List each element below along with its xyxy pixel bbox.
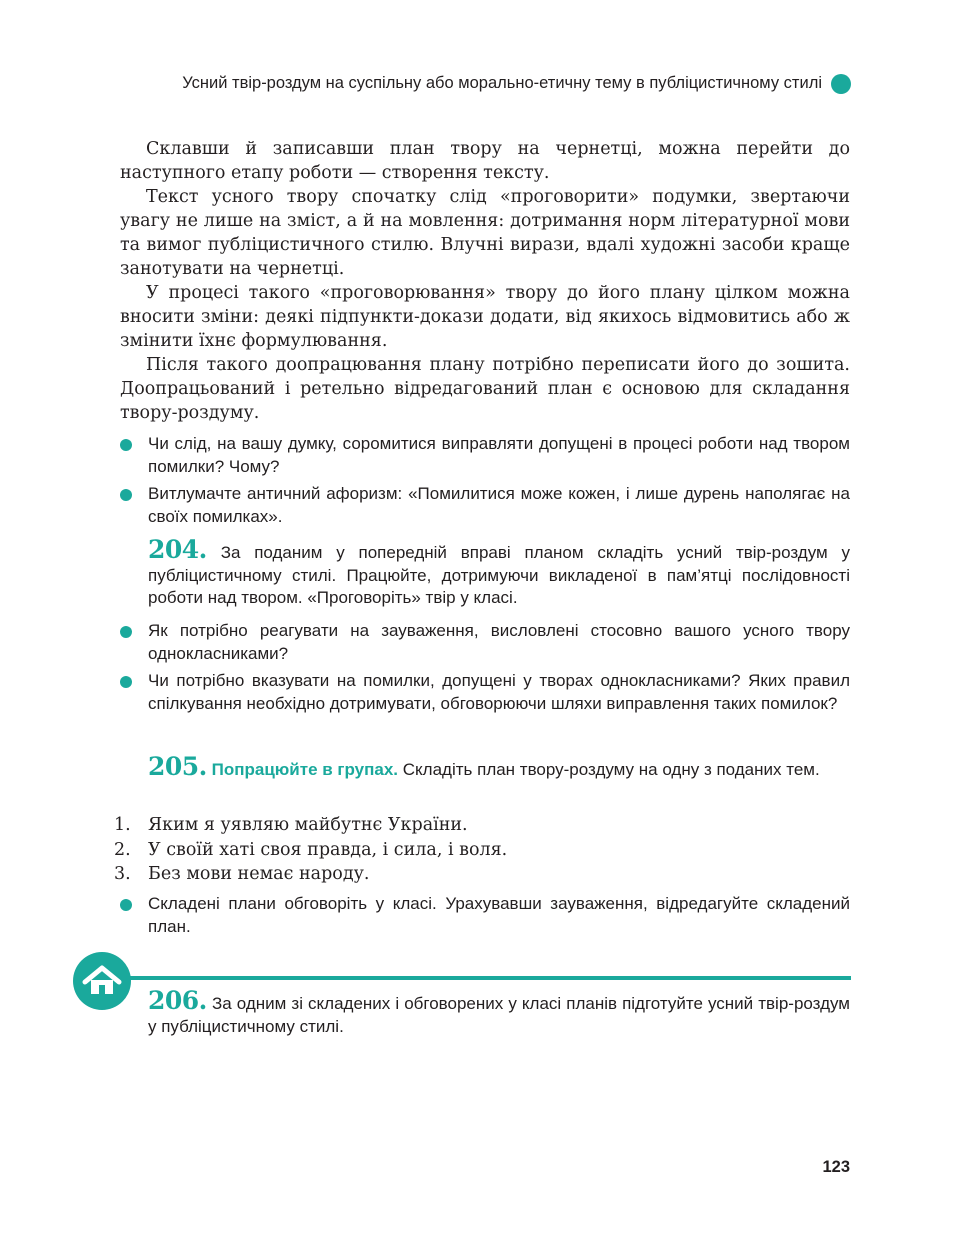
bullet-dot-icon <box>120 676 132 688</box>
home-icon <box>73 952 131 1010</box>
exercise-text: За одним зі складених і обговорених у класі планів підготуйте усний твір-роздум у публіцистичному стилі. <box>148 994 850 1036</box>
question-item <box>114 483 850 528</box>
bullet-dot-icon <box>120 439 132 451</box>
paragraph: Після такого доопрацювання плану потрібно переписати його до зошита. Доопрацьований і ретельно відредагований план є основою для складання твору-роздуму. <box>120 355 850 423</box>
question-item <box>114 670 850 715</box>
exercise-text: За поданим у попередній вправі планом складіть усний твір-роздум у публіцистичному стилі. Працюйте, дотримуючи викладеної в пам’ятці послідовності роботи над твором. «Проговоріть» твір у класі. <box>148 543 850 607</box>
list-text: Яким я уявляю майбутнє України. <box>148 815 468 835</box>
question-text: Складені плани обговоріть у класі. Урахувавши зауваження, відредагуйте складений план. <box>148 894 850 936</box>
list-number: 3. <box>114 864 131 884</box>
list-text: У своїй хаті своя правда, і сила, і воля. <box>148 839 508 860</box>
list-text: Без мови немає народу. <box>148 864 370 884</box>
exercise-number: 206. <box>148 986 207 1015</box>
exercise-number: 205. <box>148 752 207 781</box>
exercise-206 <box>148 986 850 1038</box>
list-item <box>114 813 850 838</box>
list-item <box>114 838 850 863</box>
bullet-dot-icon <box>120 626 132 638</box>
question-text: Чи слід, на вашу думку, соромитися виправляти допущені в процесі роботи над твором помилки? Чому? <box>148 434 850 476</box>
exercise-number: 204. <box>148 535 207 564</box>
list-number: 1. <box>114 815 131 835</box>
home-icon-glyph <box>73 952 131 1010</box>
header-dot-icon <box>831 74 851 94</box>
paragraph: Текст усного твору спочатку слід «проговорити» подумки, звертаючи увагу не лише на зміст, а й на мовлення: дотримання норм літературної мови та вимог публіцистичного стилю. Влучні вирази, вдалі художні засоби краще занотувати на чернетці. <box>120 187 850 279</box>
list-item <box>114 862 850 887</box>
question-text: Витлумачте античний афоризм: «Помилитися може кожен, і лише дурень наполягає на своїх помилках». <box>148 484 850 526</box>
running-header: Усний твір-роздум на суспільну або морально-етичну тему в публіцистичному стилі <box>182 74 822 92</box>
question-text: Як потрібно реагувати на зауваження, висловлені стосовно вашого усного твору однокласниками? <box>148 621 850 663</box>
exercise-instruction-highlight: Попрацюйте в групах. <box>211 760 399 779</box>
bullet-dot-icon <box>120 899 132 911</box>
question-item <box>114 433 850 478</box>
page-number: 123 <box>822 1158 850 1176</box>
bullet-dot-icon <box>120 489 132 501</box>
topics-list <box>114 813 850 887</box>
paragraph: Склавши й записавши план твору на чернетці, можна перейти до наступного етапу роботи — створення тексту. <box>120 139 850 183</box>
body-text <box>120 137 850 425</box>
question-item <box>114 893 850 938</box>
exercise-text: Складіть план твору-роздуму на одну з поданих тем. <box>402 760 820 779</box>
exercise-205 <box>148 752 850 782</box>
list-number: 2. <box>114 839 131 860</box>
exercise-204 <box>148 535 850 610</box>
paragraph: У процесі такого «проговорювання» твору до його плану цілком можна вносити зміни: деякі підпункти-докази додати, від якихось відмовитись або ж змінити їхнє формулювання. <box>120 283 850 351</box>
question-item <box>114 620 850 665</box>
question-text: Чи потрібно вказувати на помилки, допущені у творах однокласниками? Яких правил спілкування необхідно дотримувати, обговорюючи шляхи виправлення таких помилок? <box>148 671 850 713</box>
homework-divider <box>118 976 851 980</box>
